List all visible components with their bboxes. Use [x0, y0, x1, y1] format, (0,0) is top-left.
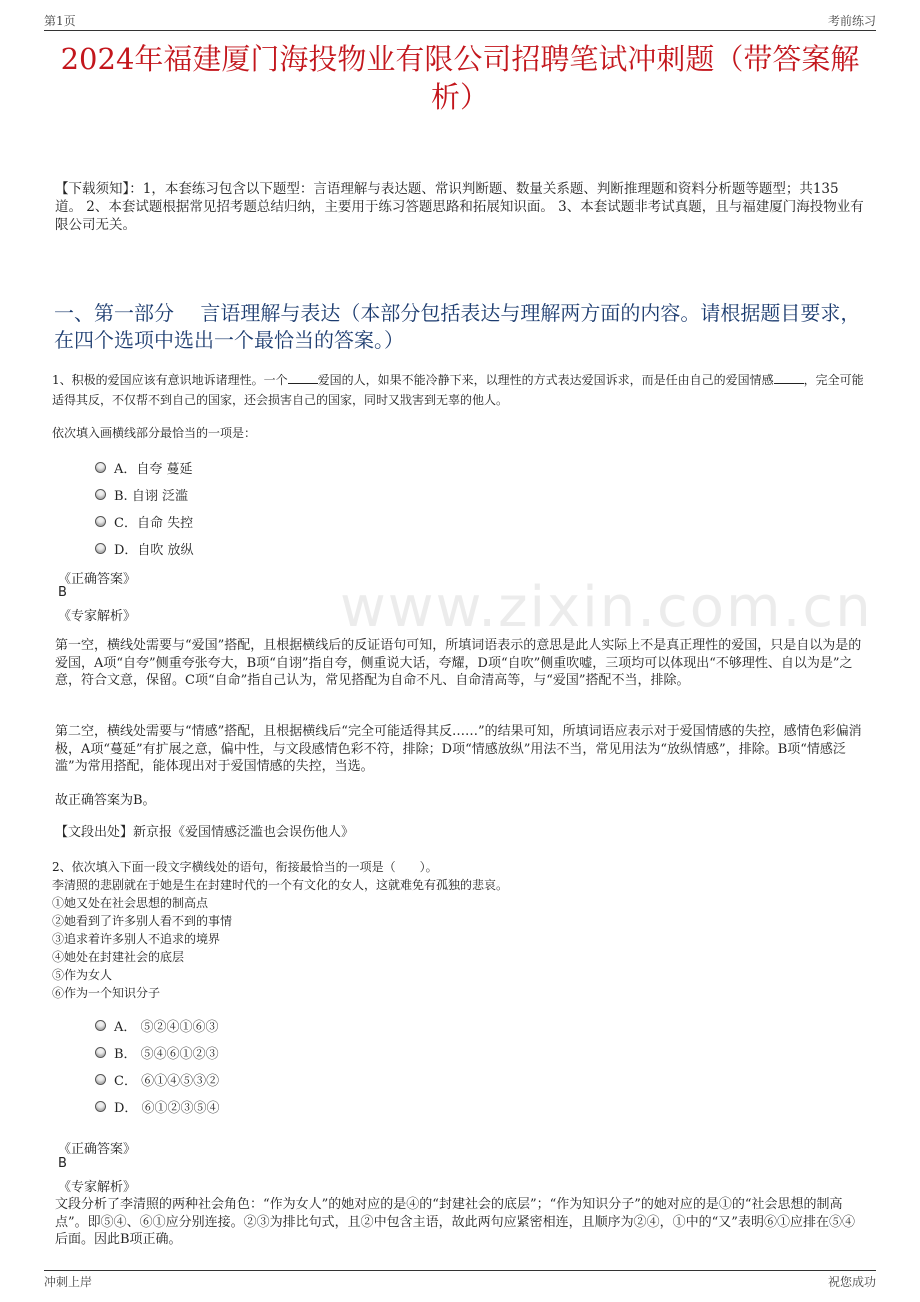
q1-instruction: 依次填入画横线部分最恰当的一项是： [52, 426, 257, 440]
radio-icon[interactable] [95, 543, 106, 554]
q2-analysis-label: 《专家解析》 [58, 1180, 137, 1195]
q2-item: ①她又处在社会思想的制高点 [52, 896, 209, 910]
radio-icon[interactable] [95, 1074, 106, 1085]
radio-icon[interactable] [95, 1020, 106, 1031]
watermark: www.zixin.com.cn [340, 575, 873, 640]
q2-option-b[interactable]: B． ⑤④⑥①②③ [95, 1043, 219, 1062]
q2-option-d[interactable]: D． ⑥①②③⑤④ [95, 1097, 220, 1116]
footer-left: 冲刺上岸 [44, 1275, 93, 1289]
q2-analysis: 文段分析了李清照的两种社会角色：“作为女人”的她对应的是④的“封建社会的底层”；“作为知识分子”的她对应的是①的“社会思想的制高点”。即⑤④、⑥①应分别连接。②③为排比句式，且②中包含主语，故此两句应紧密相连，且顺序为②④，①中的“又”表明⑥①应排在⑤④后面。因此B项正确。 [55, 1197, 855, 1247]
q1-answer: B [58, 585, 67, 600]
page-number: 第1页 [44, 14, 76, 28]
q2-option-a[interactable]: A． ⑤②④①⑥③ [95, 1016, 219, 1035]
q1-stem-part-c: ，完全可能适得其反，不仅帮不到自己的国家，还会损害自己的国家，同时又戕害到无辜的他人。 [52, 373, 864, 407]
q2-item: ②她看到了许多别人看不到的事情 [52, 914, 233, 928]
radio-icon[interactable] [95, 1101, 106, 1112]
q2-item: ③追求着许多别人不追求的境界 [52, 932, 221, 946]
q2-option-c[interactable]: C． ⑥①④⑤③② [95, 1070, 219, 1089]
q1-option-c[interactable]: C．自命 失控 [95, 512, 193, 531]
q2-item: ⑤作为女人 [52, 968, 113, 982]
q1-analysis-paragraph-2: 第二空，横线处需要与“情感”搭配，且根据横线后“完全可能适得其反……”的结果可知，所填词语应表示对于爱国情感的失控，感情色彩偏消极，A项“蔓延”有扩展之意，偏中性，与文段感情色彩不符，排除；D项“情感放纵”用法不当，常见用法为“放纵情感”，排除。B项“情感泛滥”为常用搭配，能体现出对于爱国情感的失控，当选。 [55, 724, 862, 774]
section-heading: 一、第一部分 言语理解与表达（本部分包括表达与理解两方面的内容。请根据题目要求，在四个选项中选出一个最恰当的答案。） [54, 301, 861, 352]
q2-answer: B [58, 1156, 67, 1171]
header-label: 考前练习 [827, 14, 876, 28]
footer-divider [44, 1270, 876, 1271]
question-1-stem [52, 370, 864, 410]
q1-analysis-label: 《专家解析》 [58, 609, 137, 624]
q2-answer-label: 《正确答案》 [58, 1142, 137, 1157]
q1-blank-1 [288, 371, 318, 384]
footer-right: 祝您成功 [827, 1275, 876, 1289]
q1-analysis-paragraph-1: 第一空，横线处需要与“爱国”搭配，且根据横线后的反证语句可知，所填词语表示的意思是此人实际上不是真正理性的爱国，只是自以为是的爱国，A项“自夸”侧重夸张夸大，B项“自诩”指自夸，侧重说大话，夸耀，D项“自吹”侧重吹嘘，三项均可以体现出“不够理性、自以为是”之意，符合文意，保留。C项“自命”指自己认为，常见搭配为自命不凡、自命清高等，与“爱国”搭配不当，排除。 [55, 638, 862, 688]
header-divider [44, 30, 876, 31]
download-notice: 【下载须知】：1，本套练习包含以下题型：言语理解与表达题、常识判断题、数量关系题、判断推理题和资料分析题等题型；共135道。 2、本套试题根据常见招考题总结归纳，主要用于练习答题思路和拓展知识面。 3、本套试题非考试真题，且与福建厦门海投物业有限公司无关。 [55, 181, 864, 233]
radio-icon[interactable] [95, 516, 106, 527]
q1-stem-part-a: 1、积极的爱国应该有意识地诉诸理性。一个 [52, 373, 288, 387]
q1-source: 【文段出处】新京报《爱国情感泛滥也会误伤他人》 [55, 825, 355, 840]
q1-conclusion: 故正确答案为B。 [55, 793, 156, 808]
radio-icon[interactable] [95, 462, 106, 473]
q2-passage: 李清照的悲剧就在于她是生在封建时代的一个有文化的女人，这就难免有孤独的悲哀。 [52, 878, 509, 892]
question-2 [52, 858, 508, 1002]
radio-icon[interactable] [95, 1047, 106, 1058]
radio-icon[interactable] [95, 489, 106, 500]
q1-blank-2 [774, 371, 804, 384]
document-title: 2024年福建厦门海投物业有限公司招聘笔试冲刺题（带答案解析） [60, 42, 860, 114]
q2-stem: 2、依次填入下面一段文字横线处的语句，衔接最恰当的一项是（ ）。 [52, 860, 438, 874]
q2-item: ④她处在封建社会的底层 [52, 950, 185, 964]
q1-stem-part-b: 爱国的人，如果不能冷静下来，以理性的方式表达爱国诉求，而是任由自己的爱国情感 [317, 373, 774, 387]
q1-option-d[interactable]: D．自吹 放纵 [95, 539, 194, 558]
q1-option-a[interactable]: A．自夸 蔓延 [95, 458, 193, 477]
q1-answer-label: 《正确答案》 [58, 572, 137, 587]
q2-item: ⑥作为一个知识分子 [52, 986, 161, 1000]
q1-option-b[interactable]: B. 自诩 泛滥 [95, 485, 188, 504]
